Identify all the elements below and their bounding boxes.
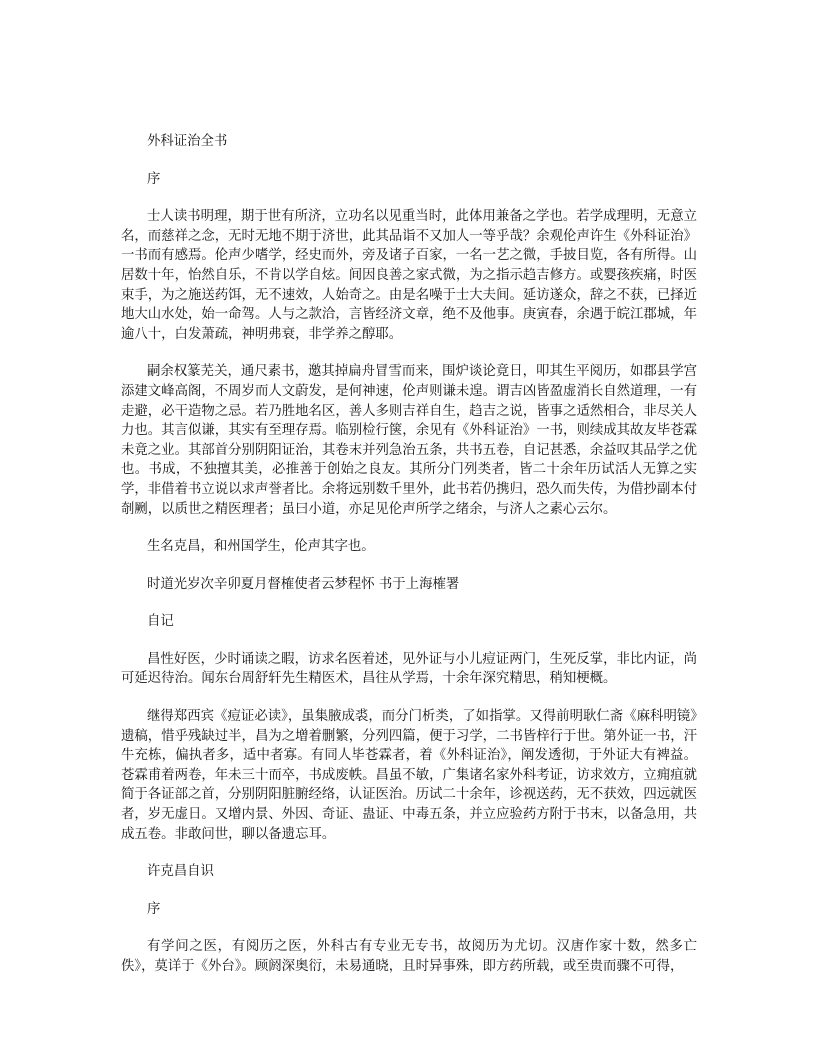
spacer <box>121 519 697 537</box>
spacer <box>121 594 697 612</box>
book-title: 外科证治全书 <box>147 134 228 149</box>
preface-paragraph: 嗣余权篆芜关，通尺素书，邀其掉扁舟冒雪而来，围炉谈论竟日，叩其生平阅历，如郡县学宫添建文峰高阁，不周岁而人文蔚发，是何神速，伦声则谦未遑。谓吉凶皆盈虚消长自然道理，一有走避，必干造物之忌。若乃胜地名区，善人多则吉祥自生，趋吉之说，皆事之适然相合，非尽关人力也。其言似谦，其实有至理存焉。临别检行箧，余见有《外科证治》一书，则续成其故友毕苍霖未竟之业。其部首分别阴阳证治，其卷末并列急治五条，共书五卷，自记甚悉，余益叹其品学之优也。书成，不独擅其美，必推善于创始之良友。其所分门列类者，皆二十余年历试活人无算之实学，非借着书立说以求声誉者比。余将远别数千里外，此书若仍携归，恐久而失传，为借抄副本付剞劂，以质世之精医理者；虽曰小道，亦足见伦声所学之绪余，与济人之素心云尔。 <box>121 364 697 517</box>
preface-paragraph: 生名克昌，和州国学生，伦声其字也。 <box>147 539 375 555</box>
spacer <box>121 152 697 170</box>
self-record-heading: 自记 <box>147 614 174 630</box>
self-record-paragraph: 昌性好医，少时诵读之暇，访求名医着述，见外证与小儿痘证两门，生死反掌，非比内证，尚可延迟待治。闻东台周舒轩先生精医术，昌往从学焉，十余年深究精思，稍知梗概。 <box>121 651 697 687</box>
spacer <box>121 919 697 937</box>
spacer <box>121 882 697 900</box>
spacer <box>121 844 697 862</box>
document-page <box>121 132 697 977</box>
second-preface-heading: 序 <box>147 901 161 917</box>
spacer <box>121 632 697 650</box>
self-record-signature: 许克昌自识 <box>147 864 214 880</box>
preface-paragraph: 士人读书明理，期于世有所济，立功名以见重当时，此体用兼备之学也。若学成理明，无意立名，而慈祥之念，无时无地不期于济世，此其品诣不又加人一等乎哉？余观伦声许生《外科证治》一书而有感焉。伦声少嗜学，经史而外，旁及诸子百家，一名一艺之微，手披目览，各有所得。山居数十年，怡然自乐，不肯以学自炫。间因良善之家式微，为之指示趋吉修方。或婴孩疾痛，时医束手，为之施送药饵，无不速效，人始奇之。由是名噪于士大夫间。延访遂众，辞之不获，已择近地大山水处，始一命驾。人与之款洽，言皆经济文章，绝不及他事。庚寅春，余遇于皖江郡城，年逾八十，白发萧疏，神明弗衰，非学养之醇耶。 <box>121 209 697 342</box>
preface-signature: 时道光岁次辛卯夏月督榷使者云梦程怀 书于上海榷署 <box>147 576 460 592</box>
spacer <box>121 189 697 207</box>
spacer <box>121 557 697 575</box>
preface-heading: 序 <box>147 171 161 187</box>
spacer <box>121 344 697 362</box>
spacer <box>121 689 697 707</box>
self-record-paragraph: 继得郑西宾《痘证必读》，虽集腋成裘，而分门析类，了如指掌。又得前明耿仁斋《麻科明镜》遗稿，惜乎残缺过半，昌为之增着删繁，分列四篇，便于习学，二书皆梓行于世。第外证一书，汗牛充栋，偏执者多，适中者寡。有同人毕苍霖者，着《外科证治》，阐发透彻，于外证大有裨益。苍霖甫着两卷，年未三十而卒，书成废帙。昌虽不敏，广集诸名家外科考证，访求效方，立痈疽就简于各证部之首，分别阴阳脏腑经络，认证医治。历试二十余年，诊视送药，无不获效，四远就医者，岁无虚日。又增内景、外因、奇证、蛊证、中毒五条，并立应验药方附于书末，以备急用，共成五卷。非敢问世，聊以备遗忘耳。 <box>121 709 697 842</box>
second-preface-paragraph: 有学问之医，有阅历之医，外科古有专业无专书，故阅历为尤切。汉唐作家十数，然多亡佚》，莫详于《外台》。顾阏深奥衍，未易通晓，且时异事殊，即方药所载，或至贵而骤不可得， <box>121 939 697 974</box>
